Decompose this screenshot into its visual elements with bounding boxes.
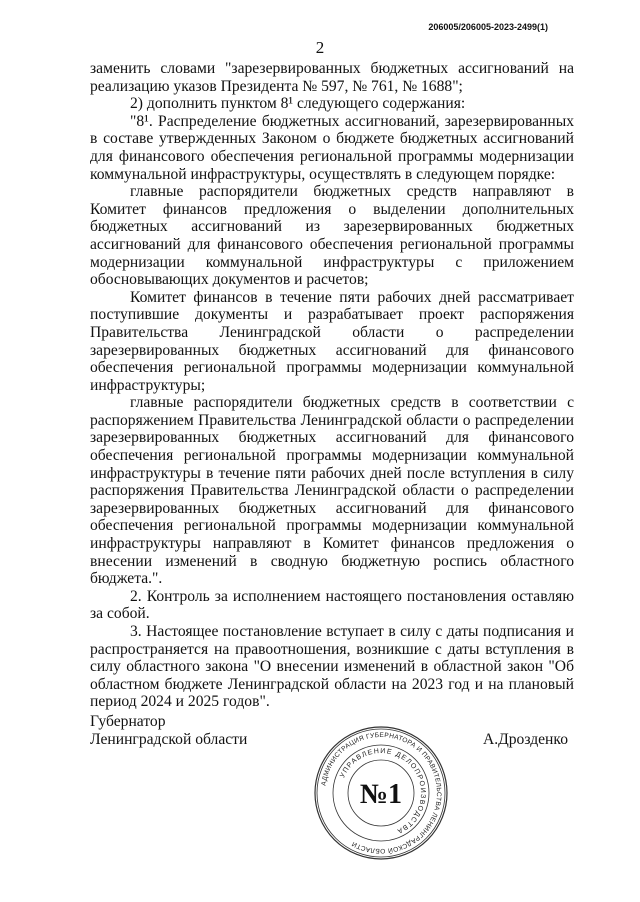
- official-stamp-icon: [312, 724, 450, 862]
- stamp-ring-text: АДМИНИСТРАЦИЯ ГУБЕРНАТОРА И ПРАВИТЕЛЬСТВА ЛЕНИНГРАДСКОЙ ОБЛАСТИ: [320, 731, 443, 855]
- paragraph-replace-words: заменить словами "зарезервированных бюджетных ассигнований на реализацию указов Президента № 597, № 761, № 1688";: [90, 60, 574, 95]
- signatory-title-line2: Ленинградской области: [90, 730, 248, 748]
- paragraph-item-2: 2) дополнить пунктом 8¹ следующего содержания:: [130, 95, 466, 113]
- signatory-name: А.Дрозденко: [482, 731, 568, 748]
- paragraph-control: 2. Контроль за исполнением настоящего постановления оставляю за собой.: [90, 587, 574, 623]
- stamp-inner-text: УПРАВЛЕНИЕ ДЕЛОПРОИЗВОДСТВА: [339, 747, 427, 835]
- paragraph-main-managers: главные распорядители бюджетных средств направляют в Комитет финансов предложения о выделении дополнительных бюджетных ассигнований из зарезервированных бюджетных ассигнований для финансового обеспечения региональной программы модернизации коммунальной инфраструктуры с приложением обосновывающих документов и расчетов;: [90, 183, 574, 289]
- page-number: 2: [315, 38, 325, 57]
- signatory-title-line1: Губернатор: [90, 713, 166, 730]
- document-id: 206005/206005-2023-2499(1): [428, 22, 548, 32]
- document-body: [90, 60, 574, 711]
- stamp-number: №1: [359, 779, 403, 810]
- paragraph-finance-committee: Комитет финансов в течение пяти рабочих дней рассматривает поступившие документы и разрабатывает проект распоряжения Правительства Ленинградской области о распределении зарезервированных бюджетных ассигнований для финансового обеспечения региональной программы модернизации коммунальной инфраструктуры;: [90, 288, 574, 394]
- paragraph-8-1: "8¹. Распределение бюджетных ассигнований, зарезервированных в составе утвержденных Законом о бюджете бюджетных ассигнований для финансового обеспечения региональной программы модернизации коммунальной инфраструктуры, осуществлять в следующем порядке:: [90, 112, 574, 183]
- signatory-title: [90, 713, 247, 748]
- paragraph-entry-into-force: 3. Настоящее постановление вступает в силу с даты подписания и распространяется на правоотношения, возникшие с даты вступления в силу областного закона "О внесении изменений в областной закон "Об областном бюджете Ленинградской области на 2023 год и на плановый период 2024 и 2025 годов".: [90, 623, 574, 711]
- paragraph-main-managers-order: главные распорядители бюджетных средств в соответствии с распоряжением Правительства Ленинградской области о распределении зарезервированных бюджетных ассигнований для финансового обеспечения региональной программы модернизации коммунальной инфраструктуры в течение пяти рабочих дней после вступления в силу распоряжения Правительства Ленинградской области о распределении зарезервированных бюджетных ассигнований для финансового обеспечения региональной программы модернизации коммунальной инфраструктуры направляют в Комитет финансов предложения о внесении изменений в сводную бюджетную роспись областного бюджета.".: [90, 394, 574, 588]
